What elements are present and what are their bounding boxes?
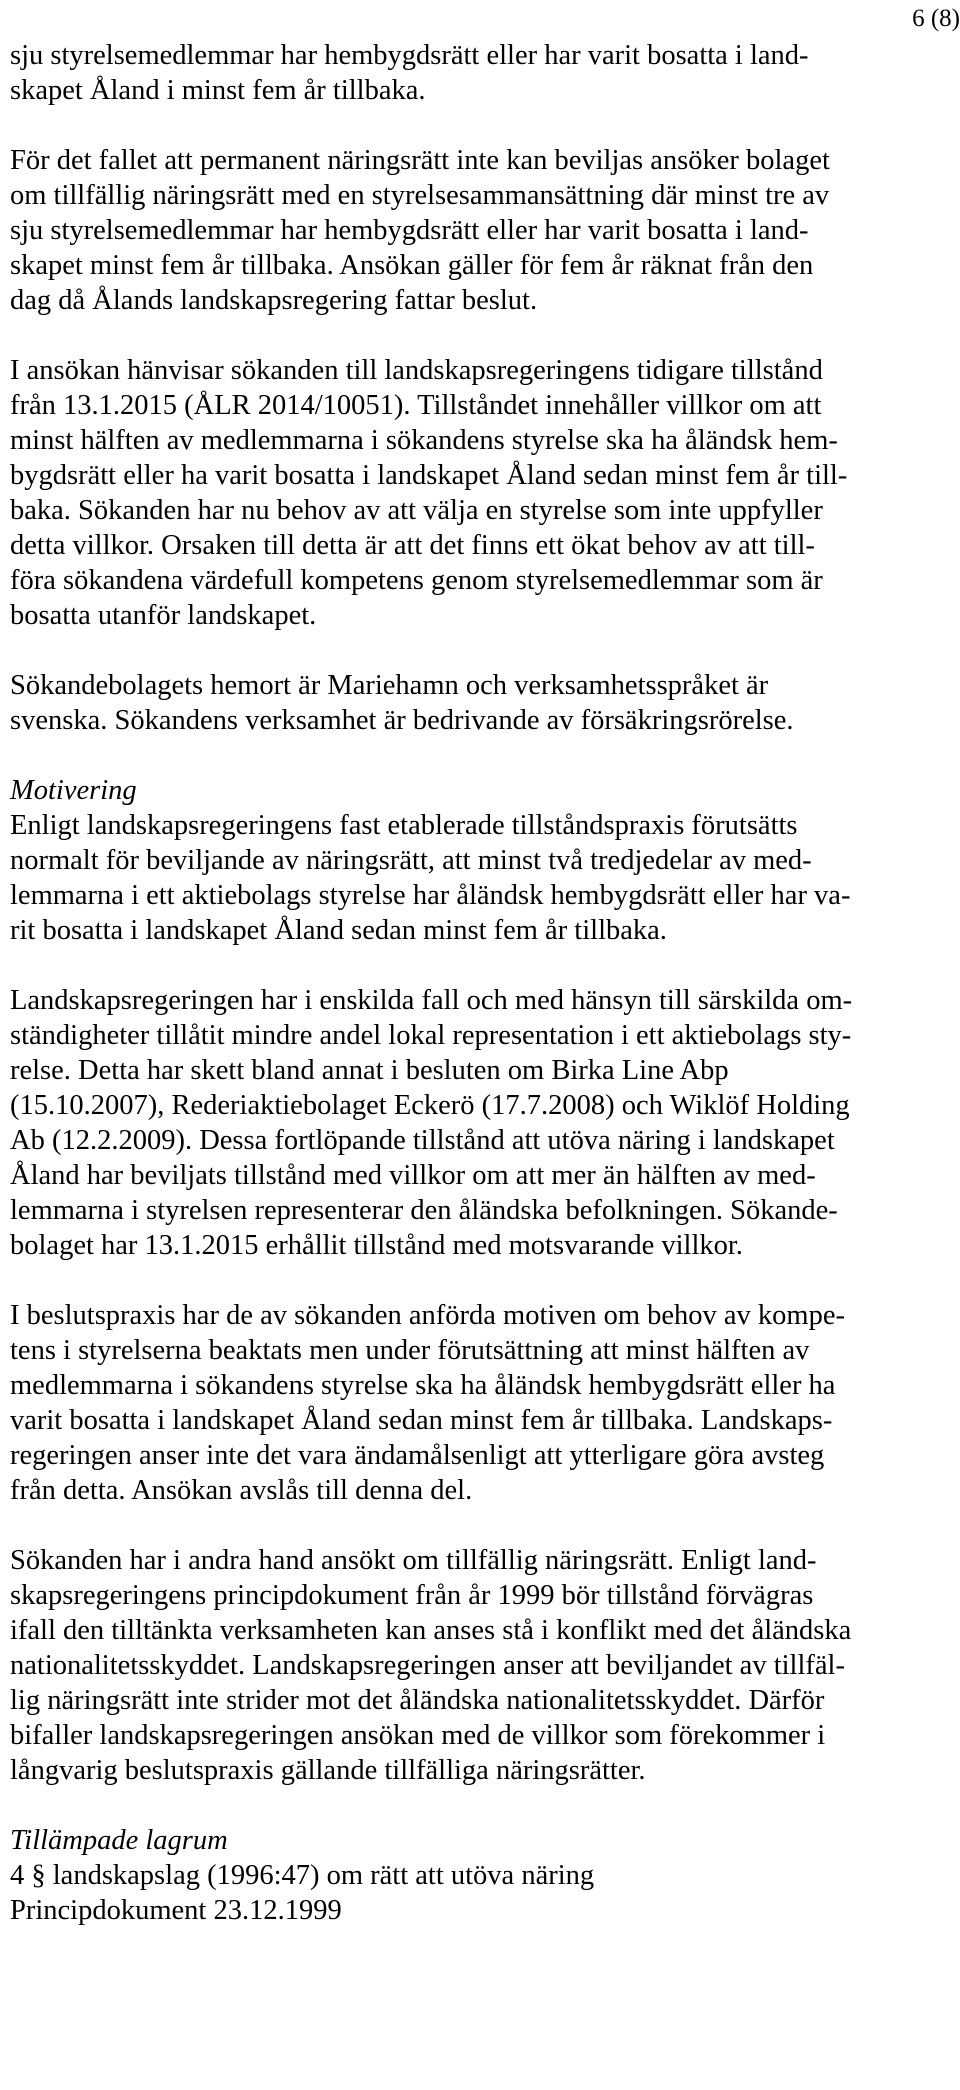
text-line: Åland har beviljats tillstånd med villkor om att mer än hälften av med-	[10, 1160, 816, 1191]
text-line: Enligt landskapsregeringens fast etablerade tillståndspraxis förutsätts	[10, 810, 798, 841]
text-line: sju styrelsemedlemmar har hembygdsrätt eller har varit bosatta i land-	[10, 215, 809, 246]
paragraph	[10, 353, 955, 633]
paragraph	[10, 773, 955, 948]
text-line: ifall den tilltänkta verksamheten kan anses stå i konflikt med det åländska	[10, 1615, 852, 1646]
text-line: För det fallet att permanent näringsrätt inte kan beviljas ansöker bolaget	[10, 145, 830, 176]
paragraph-spacer	[10, 633, 955, 668]
text-line: sju styrelsemedlemmar har hembygdsrätt eller har varit bosatta i land-	[10, 40, 809, 71]
text-line: Ab (12.2.2009). Dessa fortlöpande tillstånd att utöva näring i landskapet	[10, 1125, 835, 1156]
paragraph-spacer	[10, 318, 955, 353]
text-line: bygdsrätt eller ha varit bosatta i landskapet Åland sedan minst fem år till-	[10, 460, 848, 491]
paragraph	[10, 1543, 955, 1788]
text-line: baka. Sökanden har nu behov av att välja en styrelse som inte uppfyller	[10, 495, 823, 526]
text-line: ständigheter tillåtit mindre andel lokal representation i ett aktiebolags sty-	[10, 1020, 852, 1051]
paragraph	[10, 668, 955, 738]
text-line: om tillfällig näringsrätt med en styrelsesammansättning där minst tre av	[10, 180, 830, 211]
text-line: bosatta utanför landskapet.	[10, 600, 317, 631]
paragraph-spacer	[10, 738, 955, 773]
text-line: relse. Detta har skett bland annat i besluten om Birka Line Abp	[10, 1055, 729, 1086]
text-line: från 13.1.2015 (ÅLR 2014/10051). Tillståndet innehåller villkor om att	[10, 390, 822, 421]
paragraph	[10, 143, 955, 318]
text-line: medlemmarna i sökandens styrelse ska ha åländsk hembygdsrätt eller ha	[10, 1370, 836, 1401]
paragraph-spacer	[10, 108, 955, 143]
text-line: bifaller landskapsregeringen ansökan med de villkor som förekommer i	[10, 1720, 826, 1751]
text-line: Principdokument 23.12.1999	[10, 1895, 342, 1926]
text-line: (15.10.2007), Rederiaktiebolaget Eckerö (17.7.2008) och Wiklöf Holding	[10, 1090, 850, 1121]
text-line: skapsregeringens principdokument från år 1999 bör tillstånd förvägras	[10, 1580, 814, 1611]
text-line: rit bosatta i landskapet Åland sedan minst fem år tillbaka.	[10, 915, 667, 946]
text-line: skapet Åland i minst fem år tillbaka.	[10, 75, 426, 106]
text-line: lemmarna i ett aktiebolags styrelse har åländsk hembygdsrätt eller har va-	[10, 880, 851, 911]
paragraph-spacer	[10, 1263, 955, 1298]
section-heading: Tillämpade lagrum	[10, 1825, 228, 1856]
paragraph-spacer	[10, 1508, 955, 1543]
text-line: Sökanden har i andra hand ansökt om tillfällig näringsrätt. Enligt land-	[10, 1545, 817, 1576]
page-number: 6 (8)	[912, 5, 960, 32]
text-line: lemmarna i styrelsen representerar den åländska befolkningen. Sökande-	[10, 1195, 838, 1226]
text-line: föra sökandena värdefull kompetens genom styrelsemedlemmar som är	[10, 565, 823, 596]
text-line: lig näringsrätt inte strider mot det åländska nationalitetsskyddet. Därför	[10, 1685, 825, 1716]
text-line: skapet minst fem år tillbaka. Ansökan gäller för fem år räknat från den	[10, 250, 814, 281]
document-body	[10, 38, 955, 1928]
text-line: dag då Ålands landskapsregering fattar beslut.	[10, 285, 538, 316]
text-line: detta villkor. Orsaken till detta är att det finns ett ökat behov av att till-	[10, 530, 815, 561]
paragraph	[10, 983, 955, 1263]
text-line: 4 § landskapslag (1996:47) om rätt att utöva näring	[10, 1860, 595, 1891]
text-line: I beslutspraxis har de av sökanden anförda motiven om behov av kompe-	[10, 1300, 845, 1331]
text-line: svenska. Sökandens verksamhet är bedrivande av försäkringsrörelse.	[10, 705, 794, 736]
text-line: Landskapsregeringen har i enskilda fall och med hänsyn till särskilda om-	[10, 985, 853, 1016]
text-line: regeringen anser inte det vara ändamålsenligt att ytterligare göra avsteg	[10, 1440, 825, 1471]
text-line: I ansökan hänvisar sökanden till landskapsregeringens tidigare tillstånd	[10, 355, 823, 386]
text-line: varit bosatta i landskapet Åland sedan minst fem år tillbaka. Landskaps-	[10, 1405, 833, 1436]
text-line: från detta. Ansökan avslås till denna del.	[10, 1475, 473, 1506]
text-line: nationalitetsskyddet. Landskapsregeringen anser att beviljandet av tillfäl-	[10, 1650, 845, 1681]
paragraph-spacer	[10, 948, 955, 983]
paragraph	[10, 38, 955, 108]
text-line: långvarig beslutspraxis gällande tillfälliga näringsrätter.	[10, 1755, 646, 1786]
paragraph	[10, 1298, 955, 1508]
paragraph	[10, 1823, 955, 1928]
text-line: normalt för beviljande av näringsrätt, att minst två tredjedelar av med-	[10, 845, 812, 876]
text-line: Sökandebolagets hemort är Mariehamn och verksamhetsspråket är	[10, 670, 769, 701]
text-line: minst hälften av medlemmarna i sökandens styrelse ska ha åländsk hem-	[10, 425, 838, 456]
text-line: bolaget har 13.1.2015 erhållit tillstånd med motsvarande villkor.	[10, 1230, 743, 1261]
text-line: tens i styrelserna beaktats men under förutsättning att minst hälften av	[10, 1335, 810, 1366]
paragraph-spacer	[10, 1788, 955, 1823]
section-heading: Motivering	[10, 775, 137, 806]
